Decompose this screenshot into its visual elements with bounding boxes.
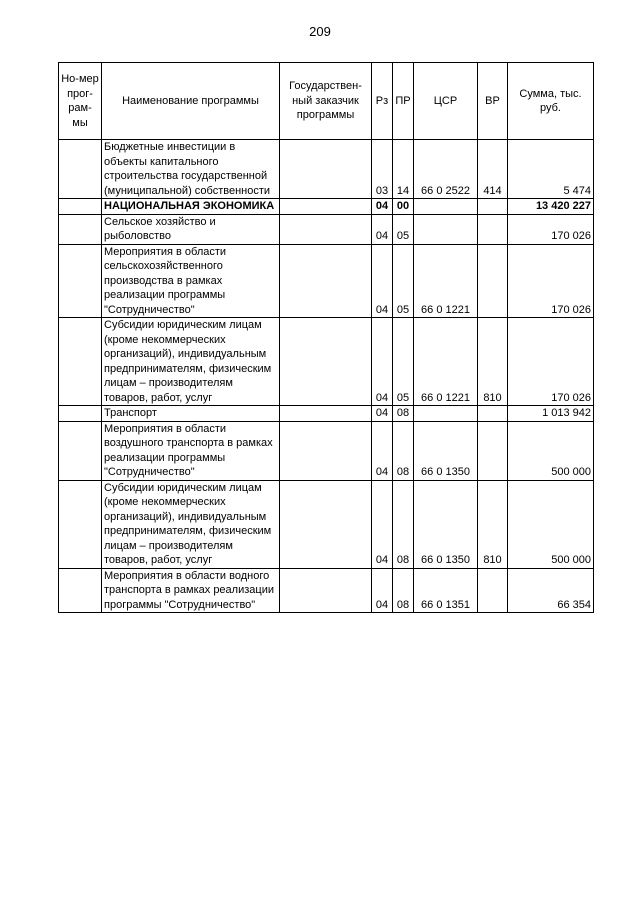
cell-sum: 500 000 bbox=[508, 480, 594, 568]
cell-sum: 66 354 bbox=[508, 568, 594, 613]
cell-customer bbox=[280, 214, 372, 244]
cell-program-name: Мероприятия в области сельскохозяйственного производства в рамках реализации программы "Сотрудничество" bbox=[102, 244, 280, 318]
table-row bbox=[59, 406, 594, 422]
header-customer: Государствен-ный заказчик программы bbox=[280, 63, 372, 140]
cell-rz: 04 bbox=[372, 214, 393, 244]
cell-vr bbox=[478, 568, 508, 613]
cell-csr: 66 0 1351 bbox=[414, 568, 478, 613]
cell-sum: 1 013 942 bbox=[508, 406, 594, 422]
cell-rz: 04 bbox=[372, 318, 393, 406]
cell-pr: 05 bbox=[393, 318, 414, 406]
table-row bbox=[59, 244, 594, 318]
header-rz: Рз bbox=[372, 63, 393, 140]
cell-customer bbox=[280, 480, 372, 568]
header-sum: Сумма, тыс. руб. bbox=[508, 63, 594, 140]
cell-sum: 170 026 bbox=[508, 244, 594, 318]
page-number: 209 bbox=[309, 24, 331, 39]
cell-rz: 04 bbox=[372, 568, 393, 613]
cell-rz: 04 bbox=[372, 199, 393, 215]
cell-vr bbox=[478, 214, 508, 244]
cell-num bbox=[59, 244, 102, 318]
cell-vr: 414 bbox=[478, 140, 508, 199]
header-pr: ПР bbox=[393, 63, 414, 140]
cell-num bbox=[59, 568, 102, 613]
cell-pr: 14 bbox=[393, 140, 414, 199]
cell-csr bbox=[414, 199, 478, 215]
cell-vr bbox=[478, 244, 508, 318]
cell-customer bbox=[280, 244, 372, 318]
cell-program-name: Мероприятия в области водного транспорта в рамках реализации программы "Сотрудничество" bbox=[102, 568, 280, 613]
cell-sum: 5 474 bbox=[508, 140, 594, 199]
cell-num bbox=[59, 140, 102, 199]
cell-customer bbox=[280, 568, 372, 613]
cell-num bbox=[59, 199, 102, 215]
table-row bbox=[59, 199, 594, 215]
cell-csr: 66 0 1221 bbox=[414, 318, 478, 406]
cell-pr: 05 bbox=[393, 244, 414, 318]
cell-rz: 04 bbox=[372, 480, 393, 568]
cell-rz: 03 bbox=[372, 140, 393, 199]
cell-pr: 08 bbox=[393, 480, 414, 568]
cell-num bbox=[59, 214, 102, 244]
cell-sum: 500 000 bbox=[508, 421, 594, 480]
header-vr: ВР bbox=[478, 63, 508, 140]
cell-csr: 66 0 1350 bbox=[414, 421, 478, 480]
cell-sum: 170 026 bbox=[508, 318, 594, 406]
cell-program-name: Мероприятия в области воздушного транспорта в рамках реализации программы "Сотрудничество" bbox=[102, 421, 280, 480]
header-row bbox=[59, 63, 594, 140]
cell-program-name: Сельское хозяйство и рыболовство bbox=[102, 214, 280, 244]
cell-customer bbox=[280, 140, 372, 199]
cell-pr: 05 bbox=[393, 214, 414, 244]
cell-program-name: Субсидии юридическим лицам (кроме некоммерческих организаций), индивидуальным предпринимателям, физическим лицам – производителям товаров, работ, услуг bbox=[102, 318, 280, 406]
cell-customer bbox=[280, 318, 372, 406]
cell-pr: 08 bbox=[393, 568, 414, 613]
cell-vr: 810 bbox=[478, 318, 508, 406]
budget-table bbox=[58, 62, 594, 613]
cell-rz: 04 bbox=[372, 421, 393, 480]
cell-num bbox=[59, 480, 102, 568]
cell-csr: 66 0 1350 bbox=[414, 480, 478, 568]
cell-csr bbox=[414, 214, 478, 244]
cell-sum: 170 026 bbox=[508, 214, 594, 244]
cell-vr bbox=[478, 199, 508, 215]
cell-program-name: НАЦИОНАЛЬНАЯ ЭКОНОМИКА bbox=[102, 199, 280, 215]
table-row bbox=[59, 140, 594, 199]
cell-rz: 04 bbox=[372, 244, 393, 318]
cell-vr bbox=[478, 421, 508, 480]
cell-csr: 66 0 2522 bbox=[414, 140, 478, 199]
cell-program-name: Бюджетные инвестиции в объекты капитального строительства государственной (муниципальной) собственности bbox=[102, 140, 280, 199]
cell-vr bbox=[478, 406, 508, 422]
header-name: Наименование программы bbox=[102, 63, 280, 140]
cell-pr: 08 bbox=[393, 421, 414, 480]
table-row bbox=[59, 568, 594, 613]
table-row bbox=[59, 480, 594, 568]
cell-sum: 13 420 227 bbox=[508, 199, 594, 215]
cell-pr: 08 bbox=[393, 406, 414, 422]
cell-customer bbox=[280, 421, 372, 480]
cell-customer bbox=[280, 406, 372, 422]
cell-rz: 04 bbox=[372, 406, 393, 422]
cell-pr: 00 bbox=[393, 199, 414, 215]
cell-program-name: Транспорт bbox=[102, 406, 280, 422]
header-num: Но-мер прог-рам-мы bbox=[59, 63, 102, 140]
header-csr: ЦСР bbox=[414, 63, 478, 140]
table-body bbox=[59, 140, 594, 613]
cell-csr: 66 0 1221 bbox=[414, 244, 478, 318]
cell-num bbox=[59, 406, 102, 422]
cell-num bbox=[59, 421, 102, 480]
cell-program-name: Субсидии юридическим лицам (кроме некоммерческих организаций), индивидуальным предпринимателям, физическим лицам – производителям товаров, работ, услуг bbox=[102, 480, 280, 568]
cell-vr: 810 bbox=[478, 480, 508, 568]
cell-customer bbox=[280, 199, 372, 215]
table-row bbox=[59, 214, 594, 244]
cell-csr bbox=[414, 406, 478, 422]
table-row bbox=[59, 421, 594, 480]
table-row bbox=[59, 318, 594, 406]
cell-num bbox=[59, 318, 102, 406]
